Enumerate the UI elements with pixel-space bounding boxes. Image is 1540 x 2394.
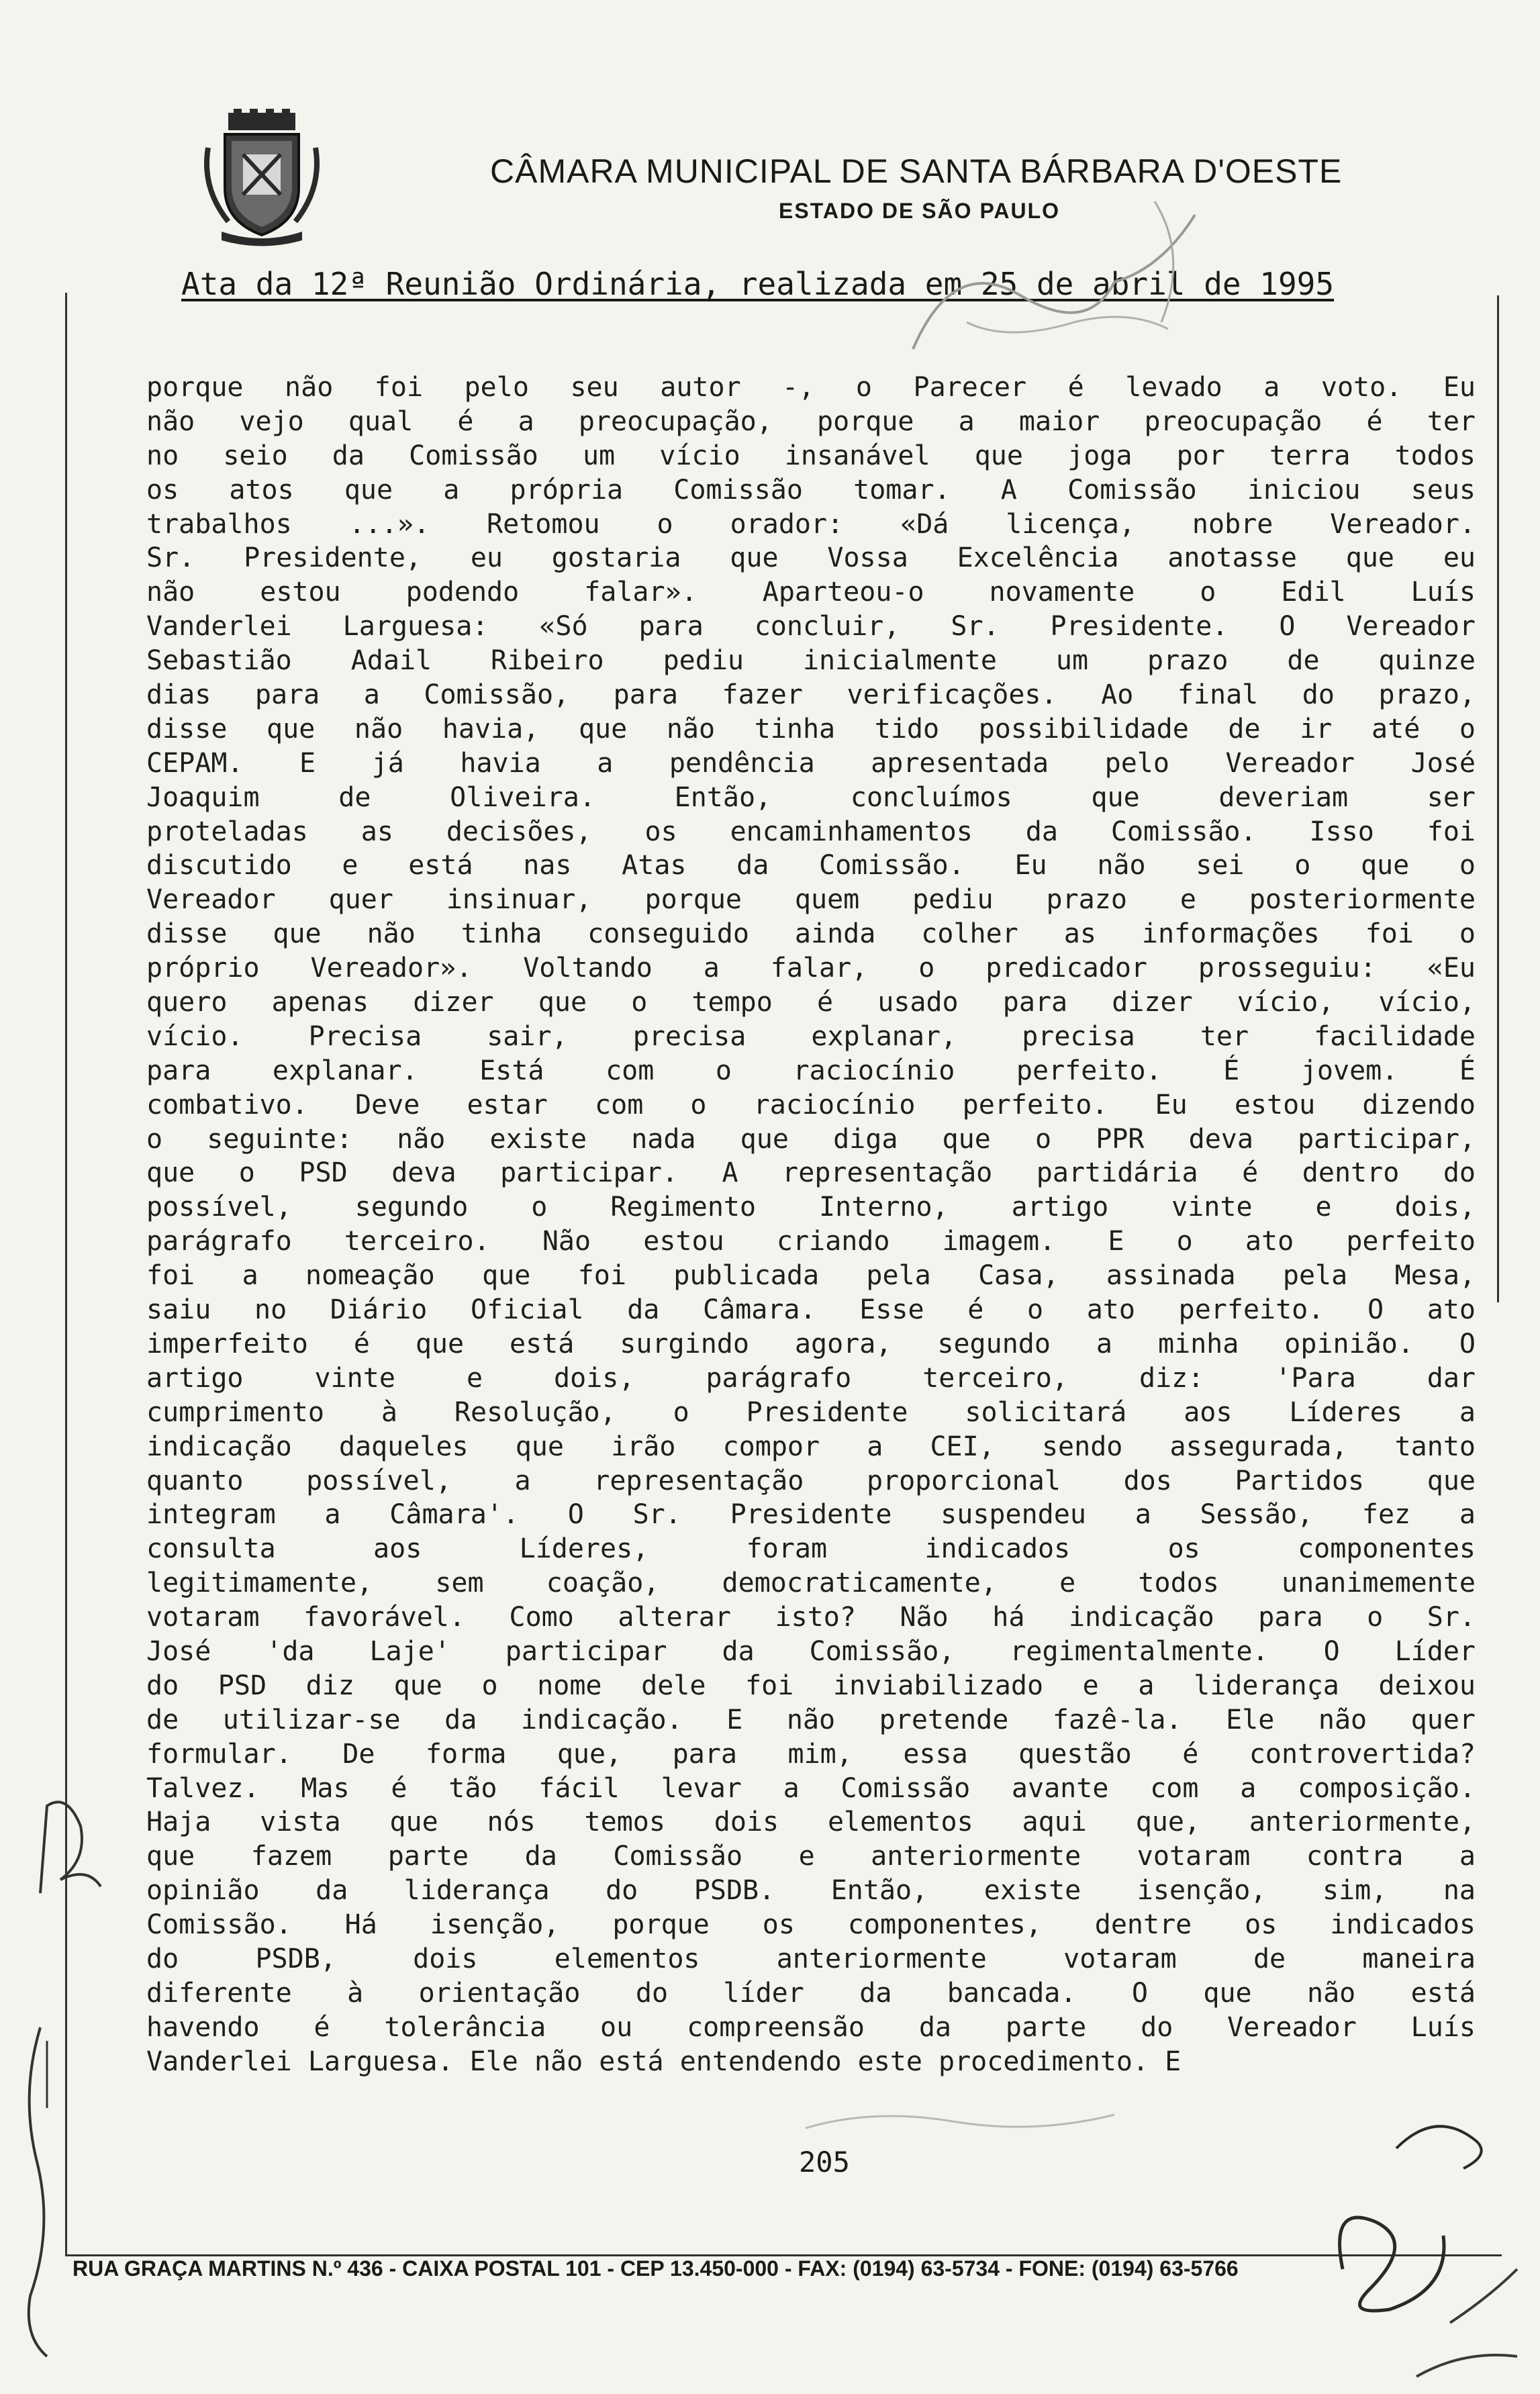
body-line: votaram favorável. Como alterar isto? Não há indicação para o Sr. (146, 1602, 1476, 1633)
body-line: o seguinte: não existe nada que diga que o PPR deva participar, (146, 1123, 1476, 1155)
body-line: não vejo qual é a preocupação, porque a maior preocupação é ter (146, 405, 1476, 437)
body-line: possível, segundo o Regimento Interno, artigo vinte e dois, (146, 1192, 1476, 1223)
footer-address: RUA GRAÇA MARTINS N.º 436 - CAIXA POSTAL 101 - CEP 13.450-000 - FAX: (0194) 63-5734 - FONE: (0194) 63-5766 (73, 2256, 1239, 2281)
body-line: disse que não tinha conseguido ainda colher as informações foi o (146, 918, 1476, 950)
body-line: trabalhos ...». Retomou o orador: «Dá licença, nobre Vereador. (146, 508, 1476, 540)
left-margin-rule (65, 293, 67, 2254)
body-line: discutido e está nas Atas da Comissão. Eu não sei o que o (146, 850, 1476, 881)
page-number-flourish-icon (792, 2095, 1141, 2148)
body-line: os atos que a própria Comissão tomar. A Comissão iniciou seus (146, 474, 1476, 506)
body-line: foi a nomeação que foi publicada pela Casa, assinada pela Mesa, (146, 1260, 1476, 1292)
body-line: quero apenas dizer que o tempo é usado para dizer vício, vício, (146, 987, 1476, 1018)
body-line: Sebastião Adail Ribeiro pediu inicialmente um prazo de quinze (146, 645, 1476, 677)
coat-of-arms-icon (201, 107, 322, 248)
body-line: imperfeito é que está surgindo agora, segundo a minha opinião. O (146, 1328, 1476, 1359)
body-line: indicação daqueles que irão compor a CEI, sendo assegurada, tanto (146, 1431, 1476, 1462)
body-line: José 'da Laje' participar da Comissão, regimentalmente. O Líder (146, 1635, 1476, 1667)
body-line: disse que não havia, que não tinha tido possibilidade de ir até o (146, 713, 1476, 745)
body-line: dias para a Comissão, para fazer verificações. Ao final do prazo, (146, 679, 1476, 711)
body-line: porque não foi pelo seu autor -, o Parecer é levado a voto. Eu (146, 372, 1476, 403)
body-line: Haja vista que nós temos dois elementos aqui que, anteriormente, (146, 1807, 1476, 1838)
margin-initials-icon (20, 1786, 114, 1907)
institution-state: ESTADO DE SÃO PAULO (779, 199, 1061, 223)
body-line: parágrafo terceiro. Não estou criando imagem. E o ato perfeito (146, 1226, 1476, 1257)
body-line: opinião da liderança do PSDB. Então, existe isenção, sim, na (146, 1875, 1476, 1907)
body-line: havendo é tolerância ou compreensão da parte do Vereador Luís (146, 2011, 1476, 2043)
body-line: formular. De forma que, para mim, essa questão é controvertida? (146, 1738, 1476, 1770)
page-number: 205 (799, 2146, 850, 2178)
body-line: combativo. Deve estar com o raciocínio perfeito. Eu estou dizendo (146, 1089, 1476, 1120)
body-line: que o PSD deva participar. A representação partidária é dentro do (146, 1157, 1476, 1189)
body-line: Sr. Presidente, eu gostaria que Vossa Excelência anotasse que eu (146, 542, 1476, 574)
body-line: do PSDB, dois elementos anteriormente votaram de maneira (146, 1943, 1476, 1974)
body-line: Vanderlei Larguesa: «Só para concluir, Sr. Presidente. O Vereador (146, 611, 1476, 642)
body-line: Talvez. Mas é tão fácil levar a Comissão avante com a composição. (146, 1772, 1476, 1804)
body-line: de utilizar-se da indicação. E não pretende fazê-la. Ele não quer (146, 1704, 1476, 1735)
body-line: CEPAM. E já havia a pendência apresentada pelo Vereador José (146, 747, 1476, 779)
minutes-body (146, 371, 1476, 2079)
body-line: consulta aos Líderes, foram indicados os componentes (146, 1533, 1476, 1565)
body-line: próprio Vereador». Voltando a falar, o predicador prosseguiu: «Eu (146, 953, 1476, 984)
body-line: cumprimento à Resolução, o Presidente solicitará aos Líderes a (146, 1396, 1476, 1428)
body-line: do PSD diz que o nome dele foi inviabilizado e a liderança deixou (146, 1670, 1476, 1701)
body-line: integram a Câmara'. O Sr. Presidente suspendeu a Sessão, fez a (146, 1499, 1476, 1531)
body-line: não estou podendo falar». Aparteou-o novamente o Edil Luís (146, 577, 1476, 608)
body-line: Vereador quer insinuar, porque quem pediu prazo e posteriormente (146, 884, 1476, 916)
body-line: no seio da Comissão um vício insanável que joga por terra todos (146, 440, 1476, 471)
margin-signature-icon (7, 2014, 67, 2363)
bottom-right-signature-icon (1316, 2068, 1537, 2390)
institution-name: CÂMARA MUNICIPAL DE SANTA BÁRBARA D'OESTE (490, 152, 1343, 190)
body-line: Vanderlei Larguesa. Ele não está entendendo este procedimento. E (146, 2046, 1182, 2077)
minutes-title: Ata da 12ª Reunião Ordinária, realizada em 25 de abril de 1995 (181, 266, 1335, 302)
body-line: Joaquim de Oliveira. Então, concluímos que deveriam ser (146, 781, 1476, 813)
body-line: proteladas as decisões, os encaminhamentos da Comissão. Isso foi (146, 816, 1476, 847)
body-line: para explanar. Está com o raciocínio perfeito. É jovem. É (146, 1055, 1476, 1086)
body-line: que fazem parte da Comissão e anteriormente votaram contra a (146, 1841, 1476, 1872)
body-line: quanto possível, a representação proporcional dos Partidos que (146, 1465, 1476, 1496)
body-line: artigo vinte e dois, parágrafo terceiro, diz: 'Para dar (146, 1362, 1476, 1394)
body-line: Comissão. Há isenção, porque os componentes, dentre os indicados (146, 1909, 1476, 1941)
right-margin-rule (1497, 295, 1499, 1302)
body-line: legitimamente, sem coação, democraticamente, e todos unanimemente (146, 1568, 1476, 1599)
body-line: saiu no Diário Oficial da Câmara. Esse é o ato perfeito. O ato (146, 1294, 1476, 1326)
body-line: vício. Precisa sair, precisa explanar, precisa ter facilidade (146, 1020, 1476, 1052)
body-line: diferente à orientação do líder da bancada. O que não está (146, 1977, 1476, 2009)
